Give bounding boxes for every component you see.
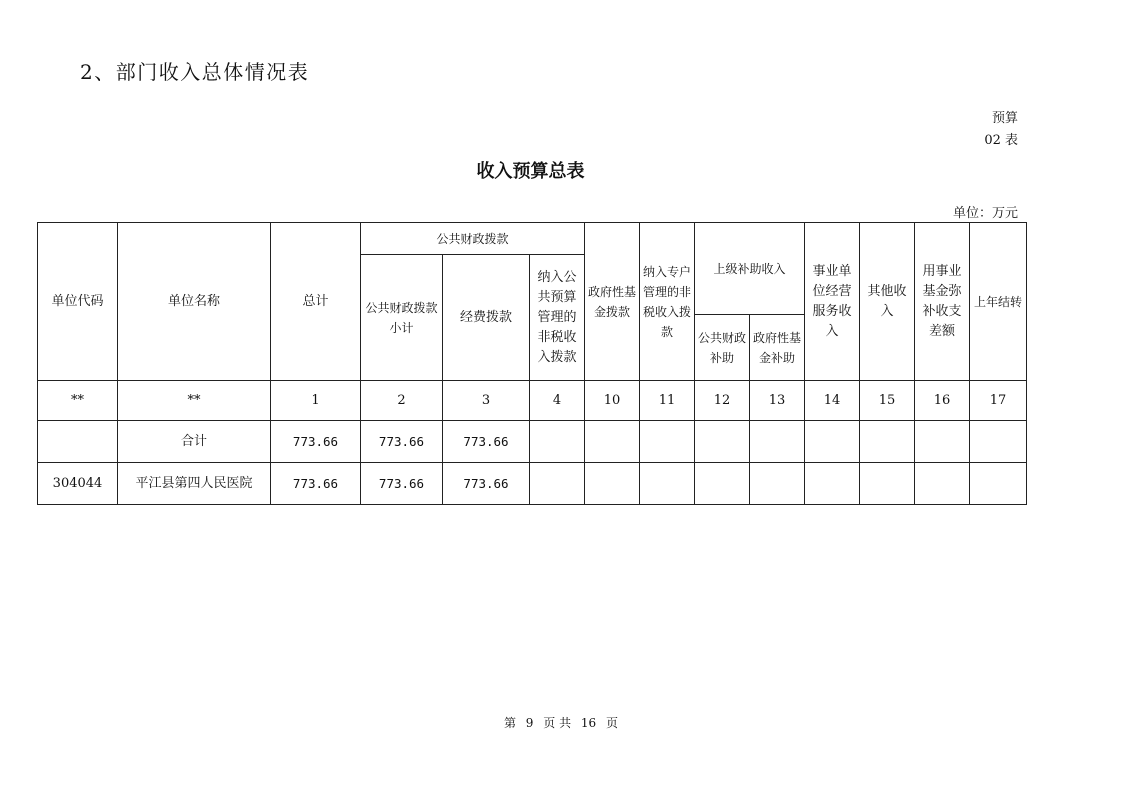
empty-cell	[805, 421, 860, 463]
empty-cell	[585, 421, 640, 463]
empty-cell	[970, 421, 1027, 463]
index-row	[38, 381, 1027, 421]
header-unit-code: 单位代码	[38, 223, 118, 381]
header-non-tax-income: 纳入公共预算管理的非税收入拨款	[530, 255, 585, 381]
subtotal-cell: 773.66	[361, 463, 443, 505]
footer-suffix: 页	[606, 716, 619, 730]
header-other-income: 其他收入	[860, 223, 915, 381]
income-budget-table	[37, 222, 1027, 505]
empty-cell	[530, 421, 585, 463]
empty-cell	[970, 463, 1027, 505]
footer-page-number: 9	[525, 716, 534, 730]
unit-label: 单位：万元	[952, 206, 1018, 221]
empty-cell	[860, 463, 915, 505]
index-cell: 14	[805, 381, 860, 421]
form-label-line1: 预算	[991, 111, 1018, 126]
form-label	[984, 108, 1018, 152]
index-cell: 15	[860, 381, 915, 421]
empty-cell	[915, 463, 970, 505]
index-cell: 10	[585, 381, 640, 421]
index-cell: 4	[530, 381, 585, 421]
unit-code-cell	[38, 421, 118, 463]
header-public-fiscal-subtotal: 公共财政拨款小计	[361, 255, 443, 381]
header-public-fiscal-group: 公共财政拨款	[361, 223, 585, 255]
empty-cell	[805, 463, 860, 505]
empty-cell	[530, 463, 585, 505]
header-unit-name: 单位名称	[118, 223, 271, 381]
total-cell: 773.66	[271, 421, 361, 463]
funding-cell: 773.66	[443, 463, 530, 505]
index-cell: 12	[695, 381, 750, 421]
empty-cell	[695, 463, 750, 505]
index-cell: 2	[361, 381, 443, 421]
header-funding-allocation: 经费拨款	[443, 255, 530, 381]
index-cell: **	[38, 381, 118, 421]
index-cell: 16	[915, 381, 970, 421]
index-cell: 13	[750, 381, 805, 421]
header-row-1	[38, 223, 1027, 255]
header-carryover: 上年结转	[970, 223, 1027, 381]
empty-cell	[695, 421, 750, 463]
empty-cell	[750, 421, 805, 463]
empty-cell	[915, 421, 970, 463]
empty-cell	[640, 421, 695, 463]
funding-cell: 773.66	[443, 421, 530, 463]
footer-page-total: 16	[580, 716, 597, 730]
index-cell: 17	[970, 381, 1027, 421]
empty-cell	[585, 463, 640, 505]
empty-cell	[640, 463, 695, 505]
header-gov-fund: 政府性基金拨款	[585, 223, 640, 381]
header-special-non-tax: 纳入专户管理的非税收入拨款	[640, 223, 695, 381]
subtotal-cell: 773.66	[361, 421, 443, 463]
header-superior-subsidy-group: 上级补助收入	[695, 223, 805, 315]
footer-prefix: 第	[503, 716, 516, 730]
header-gov-fund-subsidy: 政府性基金补助	[750, 315, 805, 381]
empty-cell	[750, 463, 805, 505]
index-cell: 3	[443, 381, 530, 421]
total-cell: 773.66	[271, 463, 361, 505]
unit-code-cell: 304044	[38, 463, 118, 505]
header-public-fiscal-subsidy: 公共财政补助	[695, 315, 750, 381]
index-cell: 1	[271, 381, 361, 421]
section-heading: 2、部门收入总体情况表	[80, 60, 310, 84]
index-cell: 11	[640, 381, 695, 421]
page-footer	[0, 714, 1122, 731]
unit-name-cell: 合计	[118, 421, 271, 463]
form-label-line2: 02 表	[984, 133, 1018, 148]
header-business-income: 事业单位经营服务收入	[805, 223, 860, 381]
table-row	[38, 421, 1027, 463]
footer-mid: 页 共	[543, 716, 572, 730]
header-fund-balance: 用事业基金弥补收支差额	[915, 223, 970, 381]
table-row	[38, 463, 1027, 505]
unit-name-cell: 平江县第四人民医院	[118, 463, 271, 505]
empty-cell	[860, 421, 915, 463]
header-total: 总计	[271, 223, 361, 381]
index-cell: **	[118, 381, 271, 421]
document-title: 收入预算总表	[476, 161, 585, 182]
